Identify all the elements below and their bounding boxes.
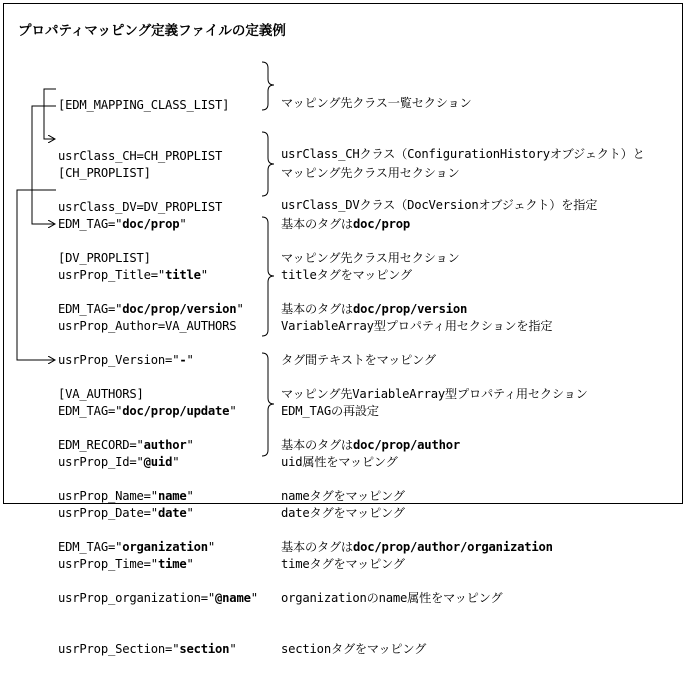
code-line: EDM_RECORD="author" xyxy=(58,438,194,452)
code-line: usrProp_Section="section" xyxy=(58,642,237,656)
code-line: usrClass_DV=DV_PROPLIST xyxy=(58,200,223,214)
diagram-title: プロパティマッピング定義ファイルの定義例 xyxy=(18,23,286,39)
code-line: usrProp_organization="@name" xyxy=(58,591,258,605)
desc-line: マッピング先クラス一覧セクション xyxy=(281,96,472,110)
brace-va-authors xyxy=(262,353,274,456)
desc-line: sectionタグをマッピング xyxy=(281,642,427,656)
desc-line: dateタグをマッピング xyxy=(281,506,405,520)
desc-line: マッピング先VariableArray型プロパティ用セクション xyxy=(281,387,588,401)
desc-line: EDM_TAGの再設定 xyxy=(281,404,379,418)
desc-line: 基本のタグはdoc/prop/author/organization xyxy=(281,540,553,554)
code-line: usrProp_Title="title" xyxy=(58,268,208,282)
code-line: usrProp_Time="time" xyxy=(58,557,194,571)
brace-ch-proplist xyxy=(262,132,274,196)
code-line: EDM_TAG="doc/prop" xyxy=(58,217,187,231)
brace-mapping-class-list xyxy=(262,62,274,110)
desc-line: titleタグをマッピング xyxy=(281,268,412,282)
desc-line: 基本のタグはdoc/prop/author xyxy=(281,438,460,452)
code-line: [CH_PROPLIST] xyxy=(58,166,151,180)
desc-line: タグ間テキストをマッピング xyxy=(281,353,436,367)
desc-line: organizationのname属性をマッピング xyxy=(281,591,503,605)
desc-line: マッピング先クラス用セクション xyxy=(281,166,460,180)
code-line: EDM_TAG="organization" xyxy=(58,540,216,554)
code-line: EDM_TAG="doc/prop/update" xyxy=(58,404,237,418)
arrow-va-authors xyxy=(17,190,56,360)
desc-line: nameタグをマッピング xyxy=(281,489,405,503)
desc-line: usrClass_DVクラス（DocVersionオブジェクト）を指定 xyxy=(281,198,598,212)
desc-line: マッピング先クラス用セクション xyxy=(281,251,460,265)
code-line: usrProp_Author=VA_AUTHORS xyxy=(58,319,237,333)
code-line: EDM_TAG="doc/prop/version" xyxy=(58,302,244,316)
brace-dv-proplist xyxy=(262,217,274,336)
code-line: usrProp_Id="@uid" xyxy=(58,455,180,469)
desc-line: usrClass_CHクラス（ConfigurationHistoryオブジェクト）と xyxy=(281,147,645,161)
code-line: usrProp_Date="date" xyxy=(58,506,194,520)
code-line: [DV_PROPLIST] xyxy=(58,251,151,265)
desc-line: uid属性をマッピング xyxy=(281,455,398,469)
desc-line: 基本のタグはdoc/prop/version xyxy=(281,302,468,316)
code-line: [VA_AUTHORS] xyxy=(58,387,144,401)
code-line: usrClass_CH=CH_PROPLIST xyxy=(58,149,223,163)
code-line: usrProp_Name="name" xyxy=(58,489,194,503)
code-line: usrProp_Version="-" xyxy=(58,353,194,367)
desc-line: 基本のタグはdoc/prop xyxy=(281,217,411,231)
desc-line: VariableArray型プロパティ用セクションを指定 xyxy=(281,319,553,333)
desc-line: timeタグをマッピング xyxy=(281,557,405,571)
arrow-ch-proplist xyxy=(44,89,56,139)
code-line: [EDM_MAPPING_CLASS_LIST] xyxy=(58,98,230,112)
